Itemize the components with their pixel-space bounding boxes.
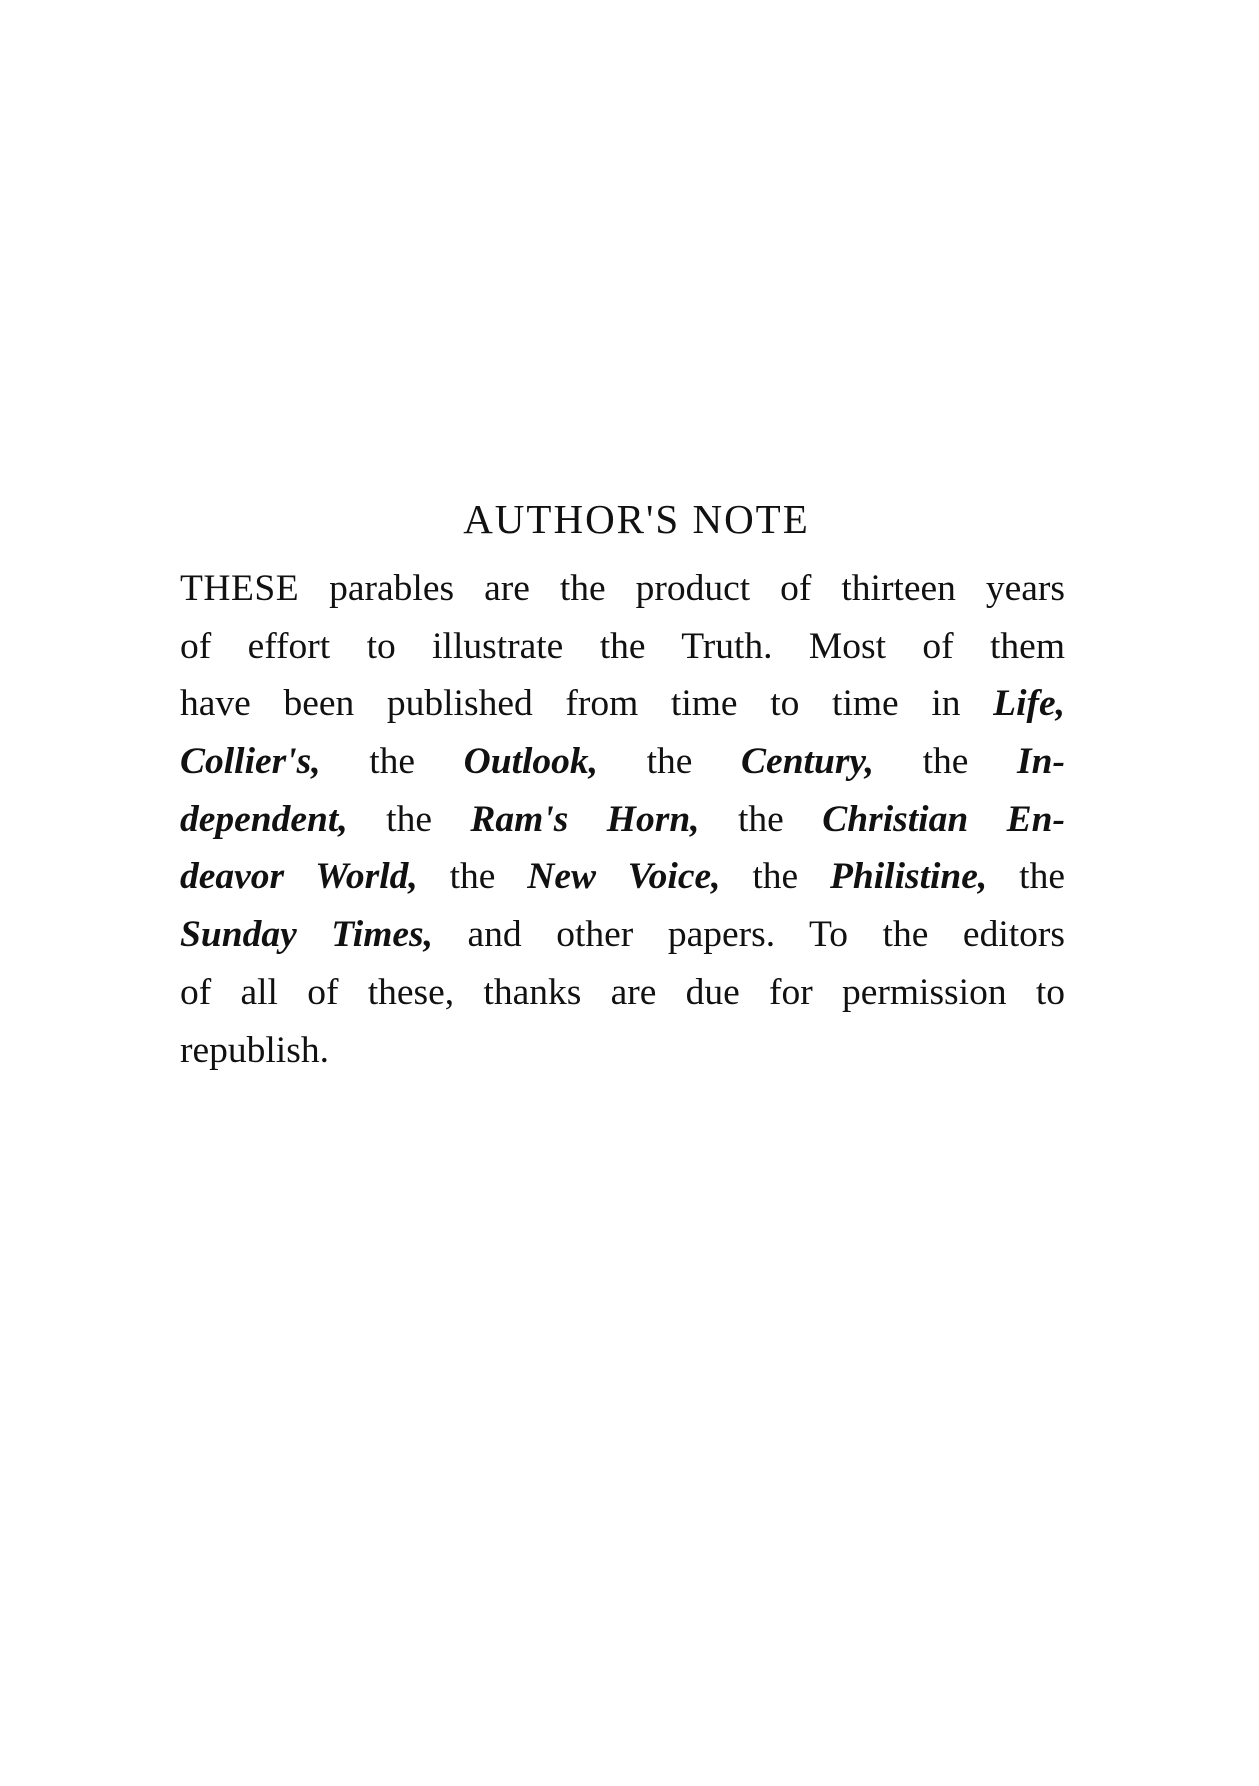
publication-name: New Voice,: [527, 856, 721, 898]
text-line: [180, 618, 1065, 676]
publication-name: Philistine,: [829, 856, 988, 898]
text-line: [180, 733, 1065, 791]
publication-name: Life,: [993, 683, 1065, 725]
text-line: [180, 906, 1065, 964]
text-segment: have been published from time to time in: [180, 683, 994, 725]
publication-name: In-: [1017, 741, 1065, 783]
text-line: [180, 848, 1065, 906]
publication-name: Outlook,: [463, 741, 599, 783]
publication-name: Collier's,: [180, 741, 321, 783]
text-line: [180, 560, 1065, 618]
publication-name: Sunday Times,: [180, 914, 433, 956]
text-segment: of all of these, thanks are due for permission to: [180, 971, 1065, 1013]
text-segment: the: [347, 798, 471, 840]
publication-name: Christian En-: [822, 798, 1065, 840]
text-segment: parables are the product of thirteen years: [299, 568, 1065, 609]
text-segment: the: [320, 741, 464, 783]
text-segment: the: [874, 741, 1018, 783]
text-segment: republish.: [180, 1029, 329, 1071]
text-segment: and other papers. To the editors: [432, 914, 1065, 956]
text-segment: the: [417, 856, 528, 898]
author-note-paragraph: [180, 560, 1065, 1079]
page-title: AUTHOR'S NOTE: [463, 496, 810, 543]
text-segment: the: [720, 856, 830, 898]
text-line: [180, 675, 1065, 733]
text-segment: the: [699, 798, 823, 840]
text-line: [180, 1022, 1065, 1080]
text-segment: of effort to illustrate the Truth. Most of them: [180, 625, 1065, 667]
publication-name: deavor World,: [180, 856, 418, 898]
text-line: [180, 791, 1065, 849]
publication-name: Ram's Horn,: [470, 798, 700, 840]
lead-in-word: THESE: [180, 568, 300, 609]
text-segment: the: [598, 741, 742, 783]
publication-name: dependent,: [180, 798, 348, 840]
publication-name: Century,: [741, 741, 875, 783]
text-segment: the: [987, 856, 1065, 898]
text-line: [180, 964, 1065, 1022]
